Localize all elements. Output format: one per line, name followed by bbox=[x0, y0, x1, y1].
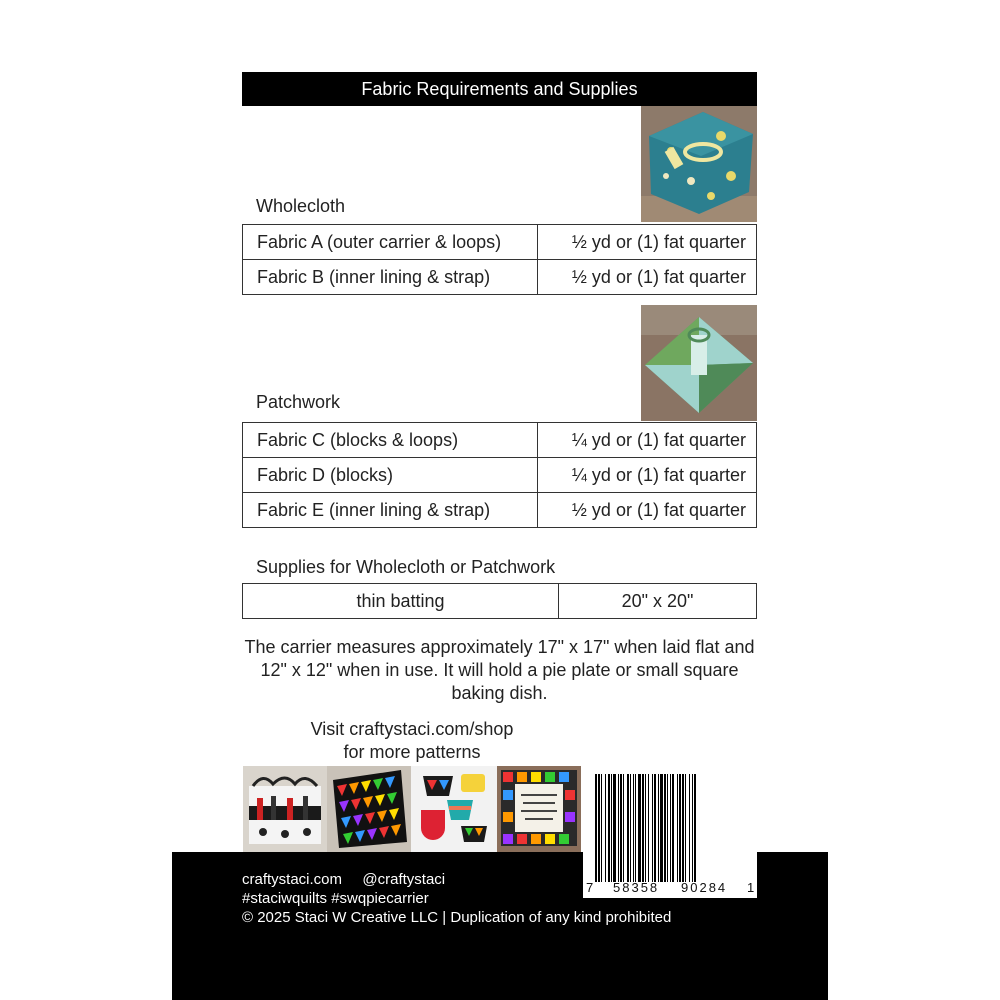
footer-hashtags: #staciwquilts #swqpiecarrier bbox=[242, 890, 429, 907]
wholecloth-carrier-photo bbox=[641, 106, 757, 222]
fabric-cell: Fabric A (outer carrier & loops) bbox=[243, 225, 538, 260]
footer-social-handle[interactable]: @craftystaci bbox=[362, 871, 446, 888]
amount-cell: ½ yd or (1) fat quarter bbox=[538, 260, 757, 295]
pattern-thumbnail-mug-rugs bbox=[411, 766, 497, 852]
barcode-left-digits: 58358 bbox=[613, 880, 660, 895]
amount-cell: ¼ yd or (1) fat quarter bbox=[538, 458, 757, 493]
table-row bbox=[243, 493, 757, 528]
section-header-title: Fabric Requirements and Supplies bbox=[361, 78, 638, 99]
barcode-right-digits: 90284 bbox=[681, 880, 728, 895]
pattern-thumbnail-rainbow-quilt bbox=[327, 766, 411, 852]
visit-line-1: Visit craftystaci.com/shop bbox=[310, 719, 514, 739]
amount-cell: ½ yd or (1) fat quarter bbox=[538, 225, 757, 260]
pattern-thumbnail-organizer bbox=[243, 766, 327, 852]
amount-cell: ¼ yd or (1) fat quarter bbox=[538, 423, 757, 458]
fabric-cell: Fabric D (blocks) bbox=[243, 458, 538, 493]
table-row bbox=[243, 225, 757, 260]
amount-cell: ½ yd or (1) fat quarter bbox=[538, 493, 757, 528]
table-row bbox=[243, 260, 757, 295]
footer-website[interactable]: craftystaci.com bbox=[242, 871, 343, 888]
supply-amount-cell: 20" x 20" bbox=[559, 584, 757, 619]
fabric-cell: Fabric B (inner lining & strap) bbox=[243, 260, 538, 295]
supply-item-cell: thin batting bbox=[243, 584, 559, 619]
visit-line-2: for more patterns bbox=[343, 742, 481, 762]
table-row bbox=[243, 423, 757, 458]
table-row bbox=[243, 458, 757, 493]
carrier-description: The carrier measures approximately 17" x 17" when laid flat and 12" x 12" when in use. It will hold a pie plate or small square baking dish. bbox=[244, 637, 755, 703]
patchwork-carrier-photo bbox=[641, 305, 757, 421]
pattern-thumbnail-sign-quilt bbox=[497, 766, 581, 852]
footer-copyright: © 2025 Staci W Creative LLC | Duplication of any kind prohibited bbox=[242, 909, 672, 926]
table-row bbox=[243, 584, 757, 619]
fabric-cell: Fabric E (inner lining & strap) bbox=[243, 493, 538, 528]
barcode-bars bbox=[583, 774, 757, 882]
upc-barcode bbox=[583, 768, 757, 898]
wholecloth-label: Wholecloth bbox=[256, 196, 346, 216]
patchwork-table bbox=[242, 422, 757, 528]
barcode-lead-digit: 7 bbox=[586, 880, 594, 895]
fabric-cell: Fabric C (blocks & loops) bbox=[243, 423, 538, 458]
patchwork-label: Patchwork bbox=[256, 392, 341, 412]
barcode-check-digit: 1 bbox=[747, 880, 755, 895]
supplies-label: Supplies for Wholecloth or Patchwork bbox=[256, 557, 556, 577]
supplies-table bbox=[242, 583, 757, 619]
wholecloth-table bbox=[242, 224, 757, 295]
section-header bbox=[242, 72, 757, 106]
visit-shop-text bbox=[242, 718, 582, 764]
